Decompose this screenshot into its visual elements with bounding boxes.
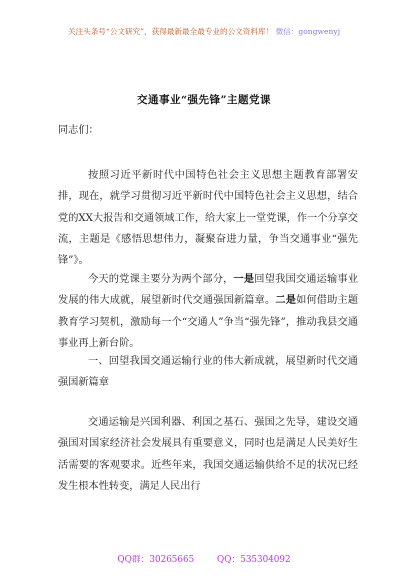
section-heading-one: 一、回望我国交通运输行业的伟大新成就，展望新时代交通强国新篇章 [58, 356, 358, 389]
outline-text-a: 今天的党课主要分为两个部分， [88, 274, 234, 285]
header-text: 关注头条号“公文研究”，获得最新最全最专业的公文资料库！ [67, 27, 274, 36]
header-wechat-label: 微信： [275, 27, 299, 36]
paragraph-outline [58, 269, 358, 354]
greeting: 同志们： [58, 125, 99, 136]
outline-text-c: 回望我国交通运输事业发展的伟大成就，展望新时代交通强国新篇章。 [58, 274, 359, 307]
document-title: 交通事业“强先锋”主题党课 [136, 94, 272, 106]
footer-qq-number: QQ：535304092 [217, 555, 291, 565]
page-footer [0, 552, 408, 565]
paragraph-intro: 按照习近平新时代中国特色社会主义思想主题教育部署安排，现在，就学习贯彻习近平新时代中国特色社会主义思想，结合党的XX大报告和交通领域工作，给大家上一堂党课，作一个分享交流，主题是《感悟思想伟力，凝聚奋进力量，争当交通事业“强先锋”》。 [58, 170, 358, 267]
outline-text-d: 如何借助主题教育学习契机，激励每一个“交通人”争当“强先锋”，推动我县交通事业再上新台阶。 [58, 295, 359, 349]
outline-bold-second: 二是 [275, 294, 297, 307]
footer-qq-group: QQ群：30265665 [117, 555, 195, 565]
paragraph-body: 交通运输是兴国利器、利国之基石、强国之先导，建设交通强国对国家经济社会发展具有重要意义，同时也是满足人民美好生活需要的客观要求。近些年来，我国交通运输供给不足的状况已经发生根本性转变，满足人民出行 [58, 417, 358, 492]
page-header-banner [0, 26, 408, 37]
header-wechat-id: gongwenyj [298, 27, 341, 36]
outline-bold-first: 一是 [233, 273, 255, 285]
